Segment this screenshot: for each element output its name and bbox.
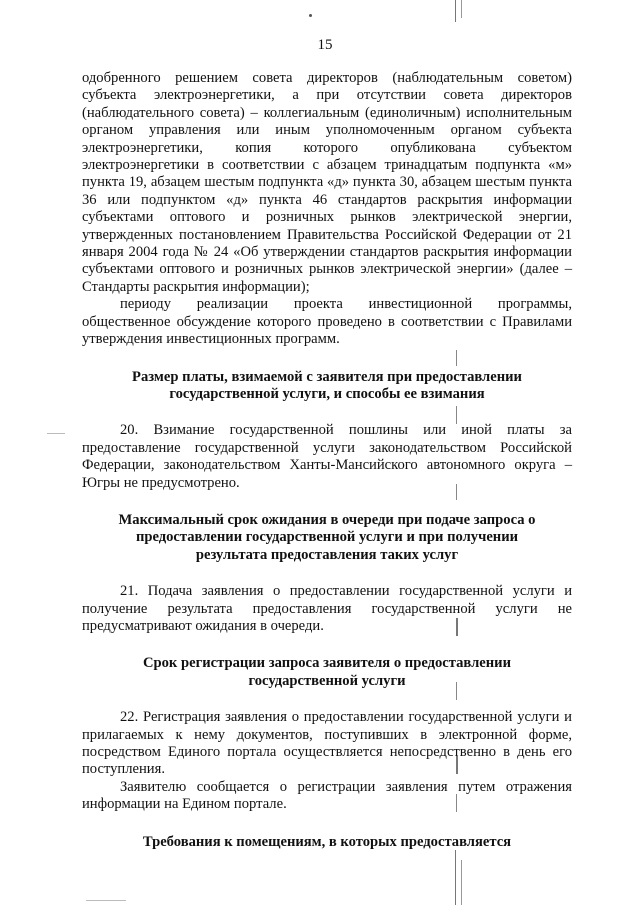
scan-fold-line (461, 860, 462, 905)
heading-line: предоставлении государственной услуги и при получении (135, 529, 519, 546)
paragraph: периоду реализации проекта инвестиционной программы, общественное обсуждение которого проведено в соответствии с Правилами утверждения инвестиционных программ. (82, 296, 572, 348)
heading-line: Срок регистрации запроса заявителя о предоставлении (142, 655, 511, 672)
document-body (82, 70, 572, 851)
scan-fold-line (461, 0, 462, 18)
paragraph: 22. Регистрация заявления о предоставлении государственной услуги и прилагаемых к нему документов, поступивших в электронной форме, посредством Единого портала осуществляется непосредственно в день его поступления. (82, 709, 572, 778)
scan-fold-line (455, 0, 456, 22)
section-heading (82, 834, 572, 851)
scan-speck (86, 900, 126, 901)
heading-line: Требования к помещениям, в которых предоставляется (142, 833, 512, 850)
heading-line: результата предоставления таких услуг (195, 546, 459, 563)
paragraph: Заявителю сообщается о регистрации заявления путем отражения информации на Едином портале. (82, 778, 572, 813)
heading-line: Размер платы, взимаемой с заявителя при предоставлении (132, 368, 522, 385)
heading-line: государственной услуги (248, 672, 406, 689)
paragraph: 20. Взимание государственной пошлины или иной платы за предоставление государственной услуги законодательством Российской Федерации, законодательством Ханты-Мансийского автономного округа – Югры не предусмотрено. (82, 422, 572, 491)
section-heading (82, 655, 572, 690)
paragraph: 21. Подача заявления о предоставлении государственной услуги и получение результата предоставления государственной услуги не предусматривают ожидания в очереди. (82, 583, 572, 634)
section-heading (82, 512, 572, 564)
page-number: 15 (317, 37, 333, 53)
section-heading (82, 369, 572, 404)
scan-speck (47, 433, 65, 434)
scan-mark-top (309, 14, 312, 17)
heading-line: государственной услуги, и способы ее взимания (169, 385, 485, 402)
scan-fold-line (455, 850, 456, 905)
paragraph: одобренного решением совета директоров (наблюдательным советом) субъекта электроэнергетики, а при отсутствии совета директоров (наблюдательного совета) – коллегиальным (единоличным) исполнительным органом управления или иным уполномоченным органом субъекта электроэнергетики, копия которого опубликована субъектом электроэнергетики в соответствии с абзацем тринадцатым подпункта «м» пункта 19, абзацем шестым подпункта «д» пункта 30, абзацем шестым пункта 36 или подпунктом «д» пункта 46 стандартов раскрытия информации субъектами оптового и розничных рынков электрической энергии, утвержденных постановлением Правительства Российской Федерации от 21 января 2004 года № 24 «Об утверждении стандартов раскрытия информации субъектами оптового и розничных рынков электрической энергии» (далее – Стандарты раскрытия информации); (82, 70, 572, 295)
heading-line: Максимальный срок ожидания в очереди при подаче запроса о (118, 511, 536, 528)
